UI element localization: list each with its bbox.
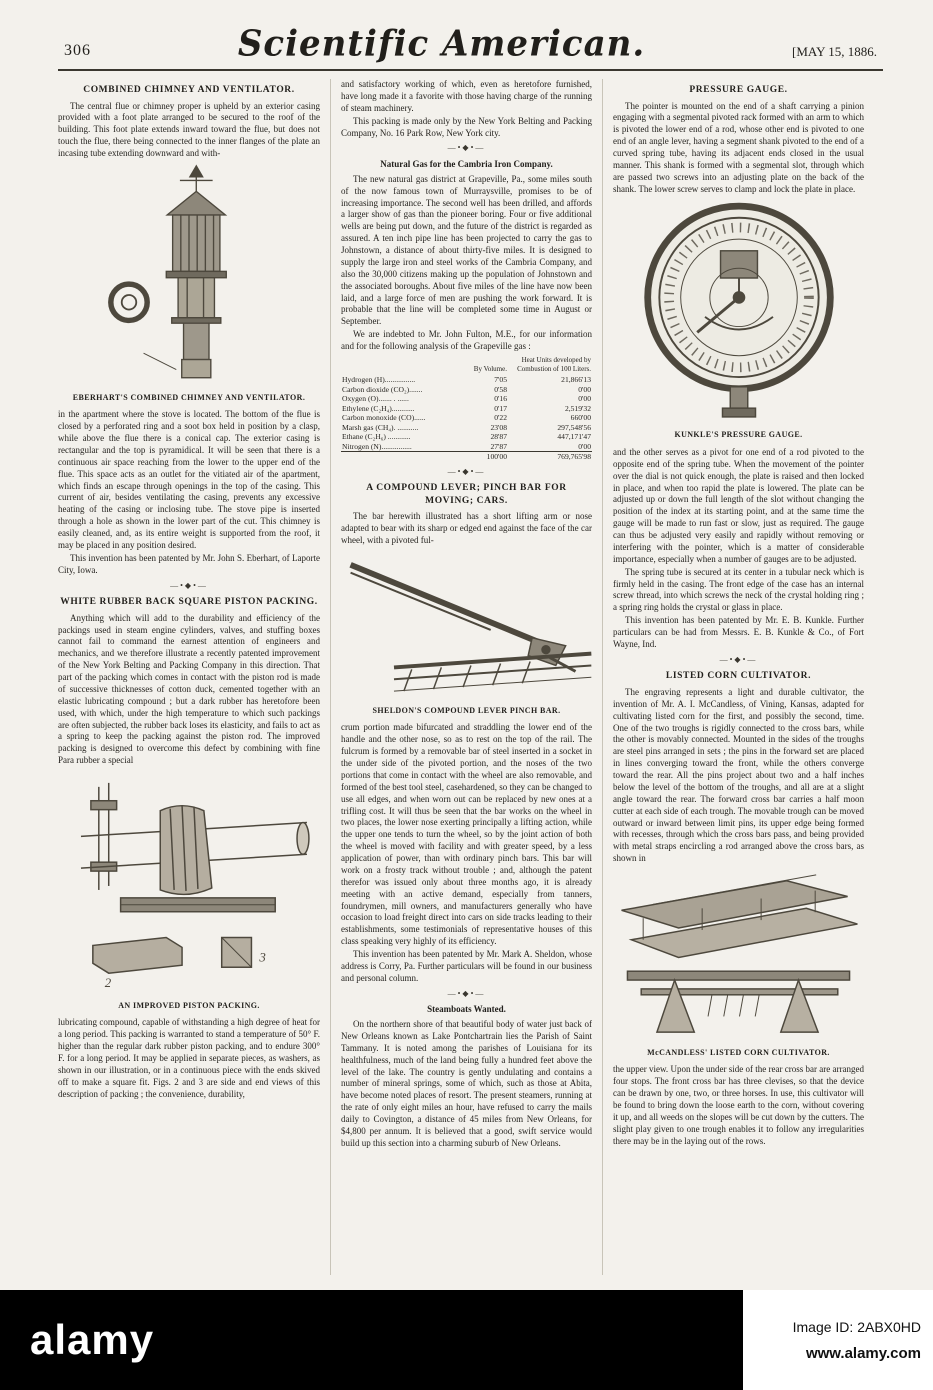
page-number: 306: [64, 42, 91, 59]
image-id-label: Image ID: 2ABX0HD: [792, 1318, 921, 1335]
section-ornament: —•◆•—: [447, 988, 486, 998]
column-2: [330, 79, 592, 1275]
watermark-footer: [0, 1290, 933, 1390]
section-ornament: —•◆•—: [447, 143, 486, 153]
figure-caption: McCANDLESS' LISTED CORN CULTIVATOR.: [647, 1047, 830, 1057]
article-paragraph: lubricating compound, capable of withstanding a high degree of heat for a long period. This packing is warranted to stand a temperature of 50° F. higher than the regular dark rubber piston packing, and to endure 300° F. for a long period. It may be applied in separate pieces, as washers, as shown in our illustration, or in a continuous piece with the ends skived off to make a square fit. Figs. 2 and 3 are side and end views of this description of packing ; the convenience, durability,: [58, 1017, 320, 1099]
image-info-panel: [743, 1290, 933, 1390]
gas-analysis-table: [341, 356, 592, 462]
article-paragraph: in the apartment where the stove is located. The bottom of the flue is closed by a perforated ring and a soot box held in position by a clasp, while above the flue there is a conical cap. The exterior casing is rectangular and the top is pyramidical. It will be seen that there is a continuous air space reaching from the lower to the upper end of the flue. This space acts as an outlet for the vitiated air of the apartment, which finds an escape through openings in the top of the casing. This current of air, besides ventilating the casing, prevents any excessive heating of the casing or inclosing tube. The stove pipe is inserted through a hole as shown in the lower part of the cut. This chimney is easily cleaned, and, as its entire weight is supported from the roof, it may be placed in any position desired.: [58, 409, 320, 550]
corn-cultivator-engraving: [613, 869, 865, 1041]
article-paragraph: This invention has been patented by Mr. Mark A. Sheldon, whose address is Corry, Pa. Further particulars will be found in our business and personal column.: [341, 949, 592, 983]
alamy-bar: [0, 1290, 743, 1390]
article-columns: [58, 79, 883, 1275]
table-header-row: [341, 356, 592, 376]
table-row: Carbon monoxide (CO)...... 0'22 660'00: [342, 413, 591, 423]
figure-caption: KUNKLE'S PRESSURE GAUGE.: [674, 430, 803, 440]
column-header-heat: Heat Units developed by Combustion of 100 Liters.: [517, 355, 591, 373]
article-paragraph: The new natural gas district at Grapeville, Pa., some miles south of the now famous town of Murraysville, promises to be of increasing importance. The second well has been drilled, and affords a larger show of gas than the pioneer boring. Four or five additional wells are being put down, and the future of the district is regarded as assured. A ten inch pipe line has been projected to carry the gas to Johnstown, a distance of about thirty-five miles. It is designed to supply the large iron and steel works of the Cambria Company, and also the 30,000 citizens making up the population of Johnstown and the associated boroughs. About five miles of the line have now been laid, and a large force of men are pushing the work forward. It is probable that the line will be completed some time in August or September.: [341, 173, 592, 327]
table-total-row: 100'00 769,765'98: [341, 452, 592, 462]
pinch-bar-illustration: [341, 551, 592, 703]
article-paragraph: The engraving represents a light and durable cultivator, the invention of Mr. A. I. McCandless, of Vining, Kansas, adapted for cultivating listed corn for the first, and possibly the second, time. One of the two troughs is rigidly connected to the cross bars, while the other is movably connected. Mounted in the sides of the troughs are steel pins arranged in sets ; the pins in the forward set are placed in lines converging toward the front, while the others converge toward the rear. All the pins project about two and a half inches below the level of the bottom of the troughs, and all are at a slight angle toward the rear. The forward cross bar carries a half moon cutter at each side of each trough. The movable trough can be moved outward or inward between limit pins, its upper edge being formed with recesses, through which the cross bars pass, and being provided with metal straps encircling a rod arranged above the cross bars, as shown in: [613, 686, 864, 864]
issue-date: [MAY 15, 1886.: [792, 44, 877, 59]
article-title: LISTED CORN CULTIVATOR.: [665, 671, 812, 682]
header-rule: [58, 69, 883, 71]
chimney-illustration: [58, 164, 320, 390]
article-title: Steamboats Wanted.: [427, 1004, 506, 1015]
article-paragraph: This packing is made only by the New York Belting and Packing Company, No. 16 Park Row, New York city.: [341, 115, 592, 138]
article-title: WHITE RUBBER BACK SQUARE PISTON PACKING.: [60, 597, 318, 608]
page-header: [58, 24, 883, 64]
article-paragraph: the upper view. Upon the under side of the rear cross bar are arranged four stops. The front cross bar has three clevises, so that the device can be drawn by one, two, or three horses. In use, this cultivator will be found to bring down the loose earth to the corn, without covering it up, and all weeds on the slopes will be cut down by the cutters. The slight play given to one trough enables it to follow any irregularities there may be in the laying out of the rows.: [613, 1064, 864, 1146]
article-paragraph: and the other serves as a pivot for one end of a rod pivoted to the opposite end of the spring tube. When the movement of the pointer over the dial is not quick enough, the plate is raised and then locked in place, and when too rapid the plate is lowered. The plate can be adjusted up or down the full length of the slot without changing the position of the index at its starting point, and at the same time the gauge will be made to run fast or slow, just as required. The gauge can thus be adjusted very easily and rapidly without removing or interfering with the pointer, which is a matter of considerable importance, especially when a number of gauges are to be adjusted.: [613, 446, 864, 564]
article-title: COMBINED CHIMNEY AND VENTILATOR.: [83, 85, 295, 95]
pressure-gauge-illustration: [613, 200, 864, 428]
table-row: Ethylene (C₂H₄)............ 0'17 2,519'32: [342, 403, 591, 413]
pinch-bar-engraving: [342, 551, 592, 699]
figure-caption: EBERHART'S COMBINED CHIMNEY AND VENTILATOR.: [72, 392, 306, 402]
article-paragraph: This invention has been patented by Mr. John S. Eberhart, of Laporte City, Iowa.: [58, 552, 320, 575]
section-ornament: —•◆•—: [170, 580, 208, 590]
article-title: Natural Gas for the Cambria Iron Company.: [380, 158, 553, 169]
chimney-engraving: [89, 164, 289, 386]
column-1: [58, 79, 320, 1275]
piston-packing-engraving: [65, 771, 313, 994]
alamy-url: www.alamy.com: [805, 1344, 921, 1362]
article-paragraph: We are indebted to Mr. John Fulton, M.E., for our information and for the following analysis of the Grapeville gas :: [341, 329, 592, 352]
section-ornament: —•◆•—: [719, 654, 758, 664]
table-row: Carbon dioxide (CO₂)....... 0'58 0'00: [342, 384, 591, 394]
figure-3-label: 3: [259, 950, 266, 965]
alamy-logo: alamy: [30, 1316, 155, 1363]
table-row: Oxygen (O)....... . ...... 0'16 0'00: [342, 394, 591, 404]
article-paragraph: On the northern shore of that beautiful body of water just back of New Orleans known as Lake Pontchartrain lies the Parish of Saint Tammany. It is noted among the parishes of Louisiana for its healthfulness, much of the land being fully a hundred feet above the level of the lake. The country is gently undulating and contains a number of mineral springs, some of which, such as those at Abita, have become noted places of resort. The present steamers, running at the rate of only eight miles an hour, have refused to carry the mails daily to Covington, a distance of 45 miles from New Orleans, for $4,800 per annum. It is believed that a good, swift service would build up this section into a charming suburb of New Orleans.: [341, 1019, 592, 1148]
pressure-gauge-engraving: [637, 200, 841, 424]
article-paragraph: This invention has been patented by Mr. E. B. Kunkle. Further particulars can be had from Messrs. E. B. Kunkle & Co., of Fort Wayne, Ind.: [613, 615, 864, 649]
article-paragraph: The pointer is mounted on the end of a shaft carrying a pinion engaging with a segmental pivoted rack formed with an arm to which is pivoted the lower end of a rod, whose other end is pivoted to one end of an angle lever, having a segment shank pivoted to the end of a curved spring tube, having its adjacent ends closed in the usual manner. This shank is formed with a segmental slot, through which are passed two screws into an adjusting plate on the back of the shank. The lower screw serves to clamp and lock the plate in place.: [613, 100, 864, 194]
article-paragraph: crum portion made bifurcated and straddling the lower end of the handle and the other nose, so as to rest on the top of the rail. The fulcrum is formed by a removable bar of steel inserted in a socket in the under side of the pivoted portion, and the noses of the two portions that come in contact with the wheel are also removable, and formed of the best tool steel, casehardened, so they can be changed to use all edges, and when worn out can be replaced by new ones at a trifling cost. It will thus be seen that the bar works on the wheel in two places, the lower nose exerting principally a lifting action, while the upper one tends to turn the wheel, so by the joint action of both the wheel is moved with facility and with greater speed, by a less application of power, than with ordinary pinch bars. This bar will work on a frosty track without trouble ; and, although the patent therefor was issued only about three months ago, it is already meeting with an active demand, especially from tanners, foundrymen, mill owners, and manufacturers generally who have occasion to load freight direct into cars on side tracks leading to their establishments, some testimonials of representative houses of this class speaking very highly of its efficiency.: [341, 722, 592, 947]
table-row: Ethane (C₂H₆) ............ 28'87 447,171'47: [342, 432, 591, 442]
figure-caption: SHELDON'S COMPOUND LEVER PINCH BAR.: [372, 705, 561, 715]
article-paragraph: The bar herewith illustrated has a short lifting arm or nose adapted to bear with its sharp or edged end against the face of the car wheel, with a pivoted ful-: [341, 511, 592, 546]
column-3: [602, 79, 864, 1275]
table-row: Marsh gas (CH₄). ........... 23'08 297,548'56: [342, 422, 591, 432]
article-paragraph: The spring tube is secured at its center in a tubular neck which is firmly held in the casing. The front edge of the case has an internal screw thread, into which screws the neck of the crystal holding ring ; a spring ring holds the crystal or glass in place.: [613, 566, 864, 613]
article-paragraph: The central flue or chimney proper is upheld by an exterior casing provided with a foot plate arranged to be secured to the roof of the building. This foot plate extends inward toward the flue, but does not touch the flue, there being connected to the inner flanges of the plate an incasing tube extending downward and with-: [58, 100, 320, 159]
table-row: Hydrogen (H)................ 7'05 21,866'13: [342, 375, 591, 385]
masthead-title: Scientific American.: [237, 23, 646, 65]
article-title: PRESSURE GAUGE.: [689, 85, 788, 95]
column-header-volume: By Volume.: [473, 364, 507, 373]
article-paragraph: and satisfactory working of which, even as heretofore furnished, have long made it a favorite with those having charge of the running of steam machinery.: [341, 79, 592, 113]
figure-2-label: 2: [104, 976, 112, 991]
figure-caption: AN IMPROVED PISTON PACKING.: [118, 1000, 260, 1010]
section-ornament: —•◆•—: [447, 466, 486, 476]
piston-packing-illustration: [58, 771, 320, 998]
corn-cultivator-illustration: [613, 869, 864, 1045]
article-title: A COMPOUND LEVER; PINCH BAR FOR MOVING; CARS.: [366, 483, 567, 506]
article-paragraph: Anything which will add to the durability and efficiency of the packings used in steam engine cylinders, valves, and stuffing boxes cannot fail to command the earnest attention of engineers and mechanics, and we therefore illustrate a recently patented improvement of the New York Belting and Packing Company in this direction. That part of the packing which comes in contact with the piston rod is made of successive thicknesses of cotton duck, cemented together with an elastic lubricating compound ; but a dark rubber has heretofore been used, with which, under the high temperature to which such packings are often subjected, the rubber back loses its elasticity, and fails to act as a spring to keep the packing against the piston rod. The improved packing is designed to overcome this defect by combining with fine Para rubber a special: [58, 612, 320, 766]
table-row: Nitrogen (N)................ 27'87 0'00: [342, 441, 591, 451]
